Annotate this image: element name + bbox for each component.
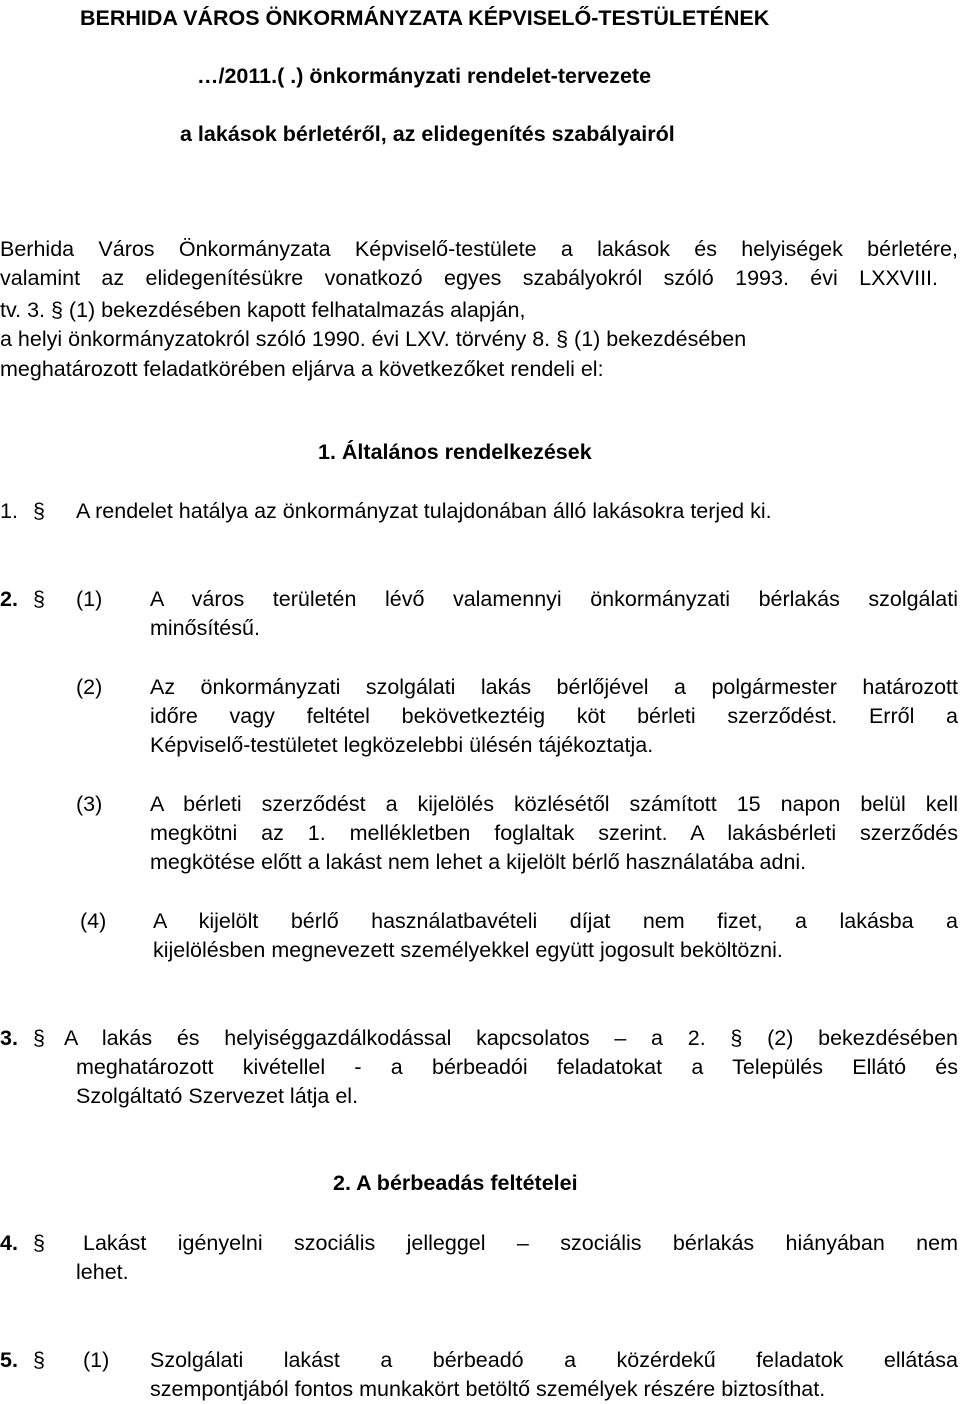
paragraph-line: Lakást igényelni szociális jelleggel – szociális bérlakás hiányában nem [83, 1231, 958, 1255]
subparagraph-line: Szolgálati lakást a bérbeadó a közérdekű feladatok ellátása [150, 1348, 958, 1372]
paragraph-number: 3. [0, 1026, 18, 1050]
preamble-line: a helyi önkormányzatokról szóló 1990. évi LXV. törvény 8. § (1) bekezdésében [0, 327, 747, 351]
preamble-line: Berhida Város Önkormányzata Képviselő-testülete a lakások és helyiségek bérletére, [0, 237, 958, 261]
ordinance-subject: a lakások bérletéről, az elidegenítés szabályairól [180, 122, 675, 146]
paragraph-line: meghatározott kivétellel - a bérbeadói feladatokat a Település Ellátó és [76, 1055, 958, 1079]
section-heading: 2. A bérbeadás feltételei [333, 1171, 578, 1195]
paragraph-line: A lakás és helyiséggazdálkodással kapcsolatos – a 2. § (2) bekezdésében [64, 1026, 958, 1050]
paragraph-line: Szolgáltató Szervezet látja el. [76, 1084, 359, 1108]
section-sign: § [33, 1231, 45, 1255]
subparagraph-label: (1) [83, 1348, 110, 1372]
paragraph-line: lehet. [76, 1260, 129, 1284]
subparagraph-label: (1) [76, 587, 103, 611]
subparagraph-label: (2) [76, 675, 103, 699]
section-sign: § [33, 1026, 45, 1050]
paragraph-number: 1. [0, 499, 18, 523]
ordinance-number: …/2011.( .) önkormányzati rendelet-tervezete [197, 64, 652, 88]
subparagraph-line: megkötni az 1. mellékletben foglaltak szerint. A lakásbérleti szerződés [150, 821, 958, 845]
subparagraph-line: Az önkormányzati szolgálati lakás bérlőjével a polgármester határozott [150, 675, 958, 699]
subparagraph-line: A kijelölt bérlő használatbavételi díjat nem fizet, a lakásba a [153, 909, 958, 933]
preamble-line: valamint az elidegenítésükre vonatkozó egyes szabályokról szóló 1993. évi LXXVIII. [0, 266, 938, 290]
subparagraph-line: időre vagy feltétel bekövetkeztéig köt bérleti szerződést. Erről a [150, 704, 958, 728]
document-title: BERHIDA VÁROS ÖNKORMÁNYZATA KÉPVISELŐ-TESTÜLETÉNEK [80, 6, 770, 30]
subparagraph-line: A város területén lévő valamennyi önkormányzati bérlakás szolgálati [150, 587, 958, 611]
subparagraph-label: (4) [80, 909, 107, 933]
subparagraph-line: kijelölésben megnevezett személyekkel együtt jogosult beköltözni. [153, 938, 783, 962]
subparagraph-line: Képviselő-testületet legközelebbi ülésén tájékoztatja. [150, 733, 654, 757]
subparagraph-line: A bérleti szerződést a kijelölés közlésétől számított 15 napon belül kell [150, 792, 958, 816]
section-sign: § [33, 1348, 45, 1372]
subparagraph-line: szempontjából fontos munkakört betöltő személyek részére biztosíthat. [150, 1377, 826, 1401]
paragraph-number: 5. [0, 1348, 18, 1372]
preamble-line: meghatározott feladatkörében eljárva a következőket rendeli el: [0, 357, 604, 381]
section-sign: § [33, 499, 45, 523]
subparagraph-label: (3) [76, 792, 103, 816]
subparagraph-line: minősítésű. [150, 616, 260, 640]
preamble-line: tv. 3. § (1) bekezdésében kapott felhatalmazás alapján, [0, 298, 526, 322]
paragraph-number: 2. [0, 587, 18, 611]
paragraph-number: 4. [0, 1231, 18, 1255]
section-heading: 1. Általános rendelkezések [318, 440, 592, 464]
paragraph-text: A rendelet hatálya az önkormányzat tulajdonában álló lakásokra terjed ki. [76, 499, 772, 523]
section-sign: § [33, 587, 45, 611]
subparagraph-line: megkötése előtt a lakást nem lehet a kijelölt bérlő használatába adni. [150, 850, 807, 874]
